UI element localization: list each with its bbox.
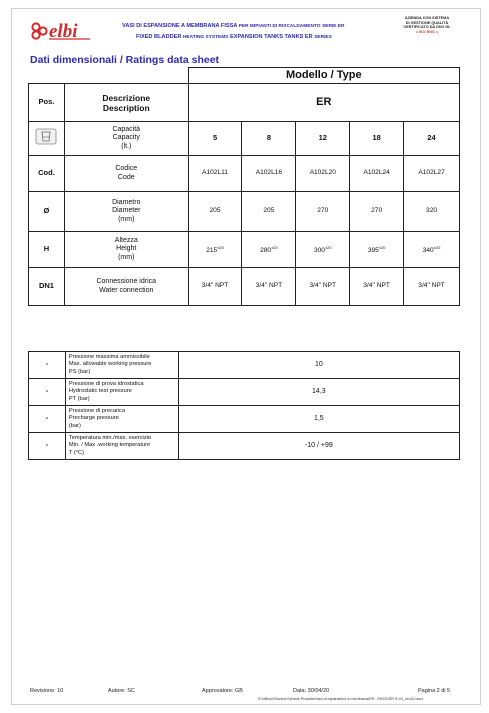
cell-value: 320 (404, 192, 460, 232)
row-pos: - (29, 379, 66, 406)
cell-value: 8 (242, 122, 296, 156)
cell-value: 3/4" NPT (188, 268, 242, 306)
pos-header: Pos. (29, 84, 65, 122)
table-row (29, 379, 460, 406)
pressure-table (28, 351, 460, 460)
tank-icon (35, 128, 57, 145)
row-pos: - (29, 406, 66, 433)
cell-value: 3/4" NPT (242, 268, 296, 306)
cell-value: 3/4" NPT (296, 268, 350, 306)
cell-value: 270 (350, 192, 404, 232)
row-pos: Cod. (29, 156, 65, 192)
cell-value: A102L20 (296, 156, 350, 192)
date-label: Data: 30/04/20 (293, 688, 330, 694)
cell-value: 12 (296, 122, 350, 156)
row-description: Pressione di precarica Precharge pressure (bar) (65, 406, 178, 433)
svg-text:elbi: elbi (49, 21, 78, 42)
elbi-logo (30, 18, 110, 42)
cell-value: -10 / +99 (178, 433, 459, 460)
cell-value: 270 (296, 192, 350, 232)
cell-value: 1,5 (178, 406, 459, 433)
row-description: Altezza Height (mm) (64, 232, 188, 268)
cell-value: 24 (404, 122, 460, 156)
header-title-en: FIXED BLADDER HEATING SYSTEMS EXPANSION TANKS TANKS ER SERIES (136, 34, 332, 40)
cell-value: $280^{\pm 20}$ (242, 232, 296, 268)
table-row (29, 268, 460, 306)
table-row (29, 352, 460, 379)
table-row (29, 192, 460, 232)
cell-value: $215^{\pm 20}$ (188, 232, 242, 268)
cell-value: $340^{\pm 20}$ (404, 232, 460, 268)
description-header: Descrizione Description (64, 84, 188, 122)
model-type-header: Modello / Type (188, 68, 459, 84)
row-description: Connessione idrica Water connection (64, 268, 188, 306)
revision-label: Revisione: 10 (30, 688, 64, 694)
row-description: Pressione massima ammissibile Max. allowable working pressure PS (bar) (65, 352, 178, 379)
page-number: Pagina 2 di 5 (418, 688, 451, 694)
series-header: ER (188, 84, 459, 122)
row-description: Diametro Diameter (mm) (64, 192, 188, 232)
row-description: Codice Code (64, 156, 188, 192)
cell-value: A102L27 (404, 156, 460, 192)
cell-value: 205 (242, 192, 296, 232)
row-pos: H (29, 232, 65, 268)
file-path: S:\Ufficio\Tecnico\Schede Prodotto\Vasi di espansione a membrana\ER - ERCE\ER 5÷24_rev10.docx (258, 697, 424, 701)
table-row (29, 406, 460, 433)
row-pos: - (29, 352, 66, 379)
cell-value: $395^{\pm 20}$ (350, 232, 404, 268)
cell-value: 5 (188, 122, 242, 156)
certification-badge: AZIENDA CON SISTEMA DI GESTIONE QUALITÀ CERTIFICATO DA DNV GL = ISO 9001 = (403, 16, 451, 34)
row-description: Temperatura min./max. esercizio Min. / Max .working temperature T (°C) (65, 433, 178, 460)
cell-value: 3/4" NPT (350, 268, 404, 306)
table-row (29, 433, 460, 460)
cell-value: 14,3 (178, 379, 459, 406)
table-row (29, 156, 460, 192)
cell-value: $300^{\pm 20}$ (296, 232, 350, 268)
document-header (30, 14, 462, 46)
row-description: Capacità Capacity (lt.) (64, 122, 188, 156)
page-title: Dati dimensionali / Ratings data sheet (30, 54, 220, 66)
cell-value: A102L24 (350, 156, 404, 192)
ratings-table (28, 67, 460, 306)
cell-value: A102L11 (188, 156, 242, 192)
cell-value: 205 (188, 192, 242, 232)
header-title-it: VASI DI ESPANSIONE A MEMBRANA FISSA PER IMPIANTI DI RISCALDAMENTO SERIE ER (122, 23, 345, 29)
cell-value: A102L16 (242, 156, 296, 192)
cell-value: 18 (350, 122, 404, 156)
cell-value: 3/4" NPT (404, 268, 460, 306)
table-row (29, 232, 460, 268)
row-pos: Ø (29, 192, 65, 232)
row-description: Pressione di prova idrostatica Hydrostatic test pressure PT (bar) (65, 379, 178, 406)
table-row (29, 122, 460, 156)
capacity-icon-cell (29, 122, 65, 156)
author-label: Autore: SC (108, 688, 135, 694)
row-pos: DN1 (29, 268, 65, 306)
approver-label: Approvatore: GB (202, 688, 243, 694)
row-pos: - (29, 433, 66, 460)
cell-value: 10 (178, 352, 459, 379)
